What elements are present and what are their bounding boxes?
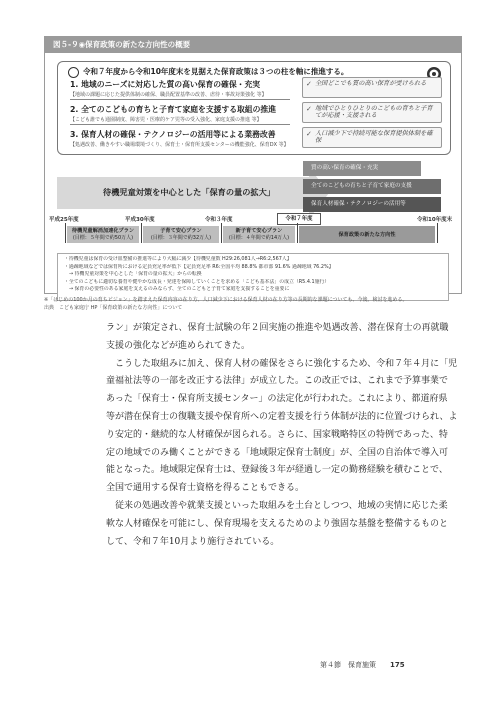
arrow-workforce: 保育人材確保・テクノロジーの活用等 [303, 197, 441, 212]
plan-box-1: 待機児童解消加速化プラン (目標：５年間で約50万人) [67, 226, 139, 243]
banner-text: 待機児童対策を中心とした「保育の量の拡大」 [103, 187, 275, 197]
plan-box-4: 保育政策の新たな方向性 [299, 226, 435, 243]
page-number: 175 [390, 661, 405, 669]
plan-box-3: 新子育て安心プラン (目標：４年間で約14万人) [223, 226, 295, 243]
caption-note: ※「はじめの100か月の育ちビジョン」を踏まえた保育内容の在り方、人口減少下における保育人材の在り方等の長期的な課題についても、今後、検討を進める。 [44, 297, 408, 303]
footer-section: 第４節 保育施策 [320, 661, 376, 669]
timeline-label: 平成30年度 [125, 217, 155, 223]
timeline [45, 213, 461, 253]
pillar-1: 1. 地域のニーズに対応した質の高い保育の確保・充実 【地域の課題に応じた提供体制の確保、職員配置基準の改善、虐待・事故対策強化 等】 [70, 79, 290, 100]
body-text [106, 320, 470, 551]
goals-list [302, 77, 442, 152]
figure-title: 図５-９◉保育政策の新たな方向性の概要 [45, 37, 461, 53]
goal-item: ✓ 全国どこでも質の高い保育が受けられる [302, 77, 442, 98]
paragraph: こうした取組みに加え、保育人材の確保をさらに強化するため、令和７年４月に「児 童福祉法等の一部を改正する法律」が成立した。この改正では、これまで予算事業で あった「保育士・保育所支援センター」の法定化が行われた。これにより、都道府県 等が潜在保育士の復職支援や保育所への定着支援を行う体制が法的に位置づけられ、よ り安定的・継続的な人材確保が図られる。さらに、国家戦略特区の特例であった、特 定の地域でのみ働くことができる「地域限定保育士制度」が、全国の自治体で導入可 能となった。地域限定保育士は、登録後３年が経過し一定の勤務経験を積むことで、 全国で通用する保育士資格を得ることもできる。 [106, 358, 458, 494]
paragraph: 従来の処遇改善や就業支援といった取組みを土台としつつ、地域の実情に応じた柔 軟な人材確保を可能にし、保育現場を支えるためのより強固な基盤を整備するものと して、令和７年10月より施行されている。 [106, 500, 449, 547]
note-line: → 待機児童対策を中心とした「保育の量の拡大」からの転換 [64, 271, 202, 278]
note-line: → 保育の必要性のある家庭を支えるのみならず、全てのこどもと子育て家庭を支援することを重要に [64, 286, 290, 293]
goal-item: ✓ 地域でひとりひとりのこどもの育ちと子育てが応援・支援される [302, 102, 442, 123]
figure-caption [44, 296, 408, 312]
notes-box [57, 253, 449, 301]
timeline-label: 平成25年度 [49, 217, 79, 223]
arrow-support: 全てのこどもの育ちと子育て家庭の支援 [303, 179, 441, 194]
page-footer [320, 660, 405, 670]
pillars-panel [57, 61, 451, 155]
circle-bullet-icon [68, 67, 79, 78]
pillars-headline: 令和７年度から令和10年度末を見据えた保育政策は３つの柱を軸に推進する。 [68, 66, 348, 78]
note-line: ・待機児童は保育の受け皿整備の推進等により大幅に減少【待機児童数 H29:26,081人→R6:2,567人】 [64, 256, 292, 262]
pillar-2: 2. 全てのこどもの育ちと子育て家庭を支援する取組の推進 【こども誰でも通園制度、障害児・医療的ケア児等の受入強化、家庭支援の推進 等】 [70, 104, 290, 125]
caption-source: 出典 こども家庭庁 HP「保育政策の新たな方向性」について [44, 305, 183, 311]
timeline-label: 令和３年度 [205, 217, 233, 223]
figure-5-9 [44, 36, 462, 294]
goal-item: ✓ 人口減少下で持続可能な保育提供体制を確保 [302, 127, 442, 148]
arrow-quality: 質の高い保育の確保・充実 [303, 161, 421, 176]
timeline-highlight: 令和７年度 [277, 213, 321, 225]
note-line: ・過疎地域などでは保育所における定員充足率が低下【定員充足率 R6:全国平均 88.8% 都市部 91.6% 過疎地域 76.2%】 [64, 263, 334, 270]
pillar-3: 3. 保育人材の確保・テクノロジーの活用等による業務改善 【処遇改善、働きやすい職場環境づくり、保育士・保育所支援センターの機能強化、保育DX 等】 [70, 130, 289, 148]
note-line: ・全てのこどもに適切な養育や健やかな成長・発達を保障していくことを求める「こども基本法」の成立（R5.4.1施行） [64, 278, 330, 285]
plan-box-2: 子育て安心プラン (目標：３年間で約32万人) [143, 226, 219, 243]
timeline-label: 令和10年度末 [417, 217, 453, 223]
paragraph: ラン」が策定され、保育士試験の年２回実施の推進や処遇改善、潜在保育士の再就職 支援の強化などが進められてきた。 [106, 323, 449, 351]
